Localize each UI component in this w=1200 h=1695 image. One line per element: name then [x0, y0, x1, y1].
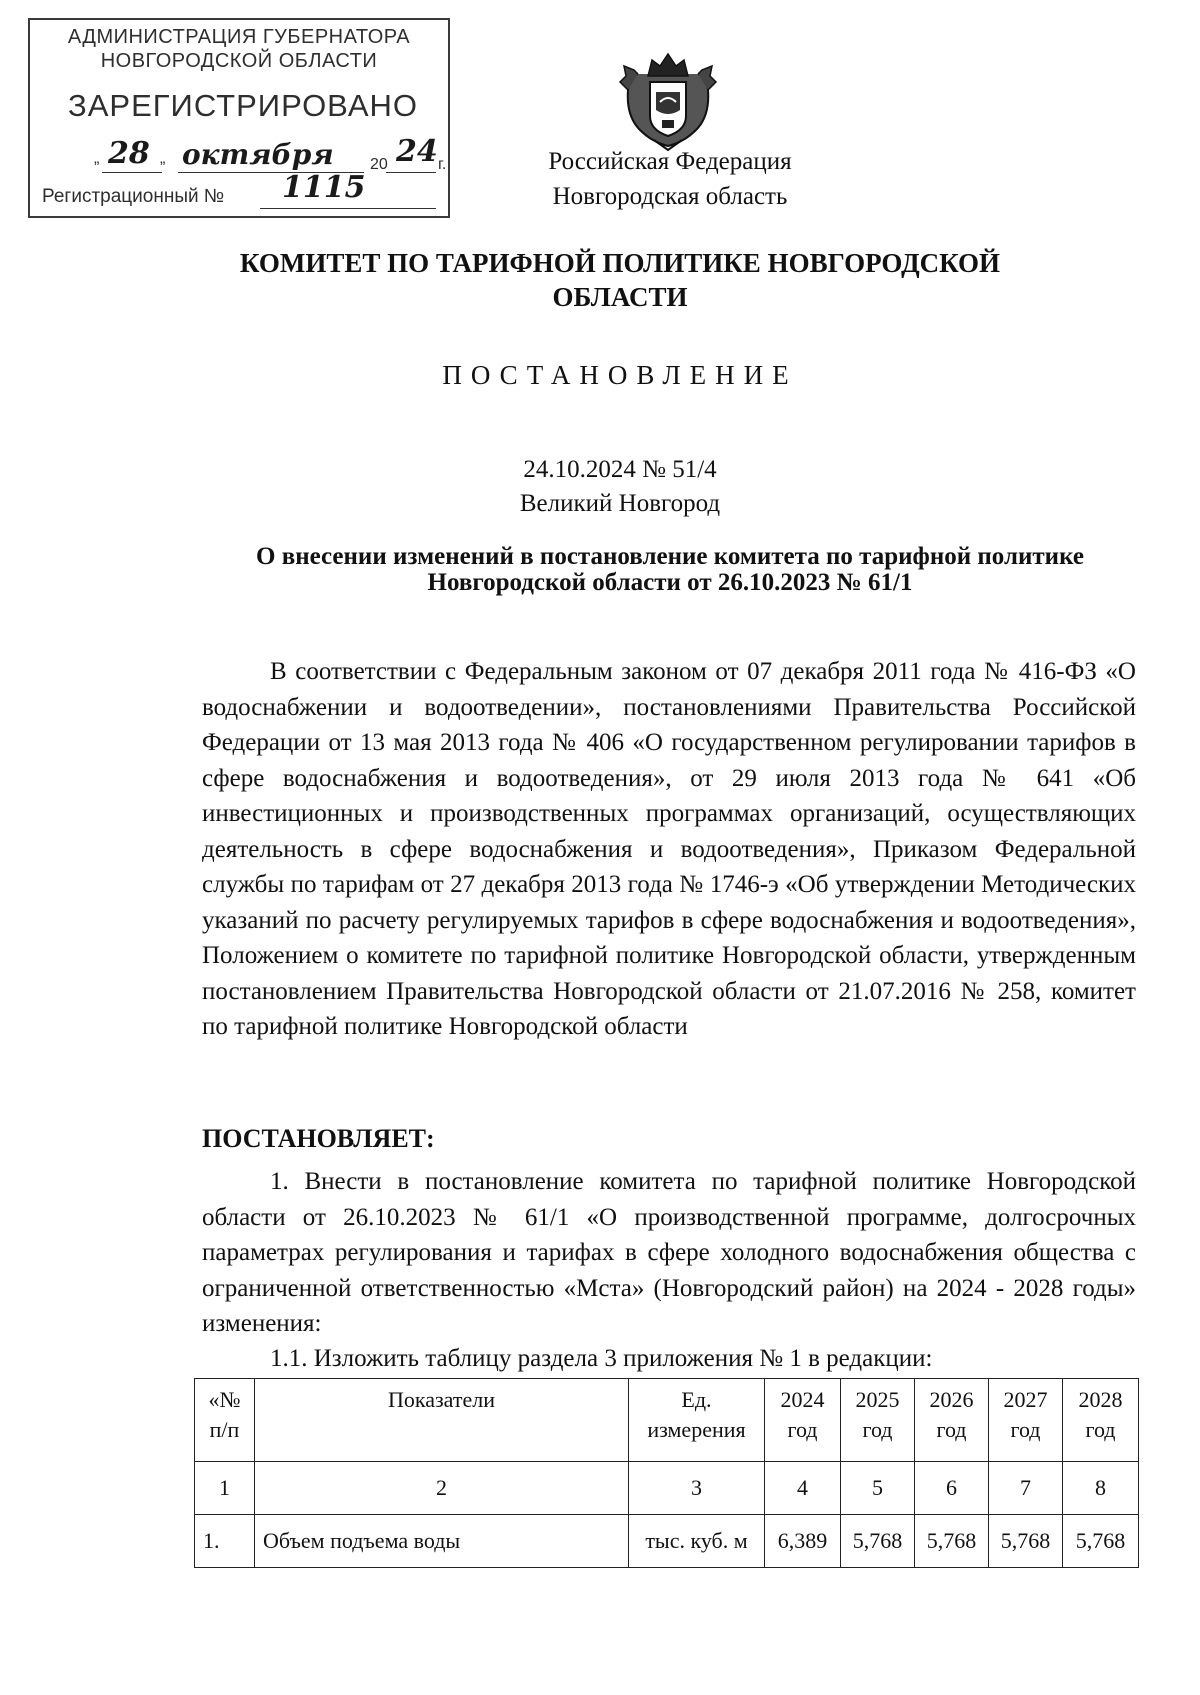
header-text: год: [787, 1417, 818, 1442]
preamble-paragraph: В соответствии с Федеральным законом от 07 декабря 2011 года № 416-ФЗ «О водоснабжении и водоотведении», постановлениями Правительства Российской Федерации от 13 мая 2013 года № 406 «О государственном регулировании тарифов в сфере водоснабжения и водоотведения», от 29 июля 2013 года № 641 «Об инвестиционных и производственных программах организаций, осуществляющих деятельность в сфере водоснабжения и водоотведения», Приказом Федеральной службы по тарифам от 27 декабря 2013 года № 1746-э «Об утверждении Методических указаний по расчету регулируемых тарифов в сфере водоснабжения и водоотведения», Положением о комитете по тарифной политике Новгородской области, утвержденным постановлением Правительства Новгородской области от 21.07.2016 № 258, комитет по тарифной политике Новгородской области: [202, 658, 1136, 1040]
stamp-date-day: 28: [108, 136, 150, 171]
header-text: 2024: [780, 1387, 825, 1412]
table-cell-unit: тыс. куб. м: [629, 1515, 765, 1568]
table-cell-value: 5,768: [841, 1515, 915, 1568]
stamp-year-hand: 24: [396, 134, 438, 169]
stamp-year-prefix: 20: [370, 156, 388, 173]
header-text: «№: [208, 1387, 241, 1412]
header-text: измерения: [647, 1417, 746, 1442]
decree-heading: ПОСТАНОВЛЯЕТ:: [202, 1124, 435, 1153]
stamp-underline: [260, 208, 436, 209]
table-cell-num: 1.: [195, 1515, 255, 1568]
header-text: Ед.: [681, 1387, 712, 1412]
stamp-quote-open: „: [94, 150, 100, 167]
stamp-date-line: [60, 136, 450, 180]
header-text: год: [1085, 1417, 1116, 1442]
stamp-registered: ЗАРЕГИСТРИРОВАНО: [68, 88, 419, 123]
document-type: ПОСТАНОВЛЕНИЕ: [442, 360, 798, 390]
header-text: п/п: [209, 1417, 240, 1442]
table-header-2024: [765, 1379, 841, 1462]
table-cell-indicator: Объем подъема воды: [255, 1515, 629, 1568]
table-header-2028: [1063, 1379, 1139, 1462]
header-text: 2026: [929, 1387, 974, 1412]
table-cell-value: 5,768: [989, 1515, 1063, 1568]
table-header-num: [195, 1379, 255, 1462]
item-1-paragraph: 1. Внести в постановление комитета по тарифной политике Новгородской области от 26.10.2023 № 61/1 «О производственной программе, долгосрочных параметрах регулирования и тарифах в сфере холодного водоснабжения общества с ограниченной ответственностью «Мста» (Новгородский район) на 2024 - 2028 годы» изменения:: [202, 1168, 1136, 1337]
header-text: 2028: [1078, 1387, 1123, 1412]
document-date-number: 24.10.2024 № 51/4: [523, 456, 717, 483]
table-cell: 2: [255, 1462, 629, 1515]
stamp-year-suffix: г.: [438, 156, 447, 173]
header-text: год: [936, 1417, 967, 1442]
header-country: Российская Федерация: [548, 148, 792, 175]
table-header-unit: [629, 1379, 765, 1462]
stamp-quote-close: „: [160, 150, 166, 167]
stamp-date-month: октября: [182, 138, 334, 171]
coat-of-arms-icon: [618, 46, 718, 156]
table-cell-value: 5,768: [915, 1515, 989, 1568]
stamp-underline: [102, 172, 162, 173]
document-city: Великий Новгород: [519, 490, 721, 517]
table-row: [195, 1515, 1139, 1568]
stamp-reg-number: 1115: [282, 170, 366, 205]
table-header-2025: [841, 1379, 915, 1462]
committee-title: КОМИТЕТ ПО ТАРИФНОЙ ПОЛИТИКЕ НОВГОРОДСКОЙ ОБЛАСТИ: [239, 248, 1001, 312]
stamp-underline: [386, 172, 436, 173]
table-cell-value: 6,389: [765, 1515, 841, 1568]
indicators-table: [194, 1378, 1139, 1568]
stamp-org-line2: НОВГОРОДСКОЙ ОБЛАСТИ: [100, 50, 378, 72]
table-header-2026: [915, 1379, 989, 1462]
table-header-2027: [989, 1379, 1063, 1462]
table-header-row: [195, 1379, 1139, 1462]
table-cell: 6: [915, 1462, 989, 1515]
stamp-reg-number-label: Регистрационный №: [42, 186, 225, 207]
table-column-number-row: [195, 1462, 1139, 1515]
stamp-org-line1: АДМИНИСТРАЦИЯ ГУБЕРНАТОРА: [67, 26, 411, 48]
table-cell: 3: [629, 1462, 765, 1515]
document-subject: О внесении изменений в постановление комитета по тарифной политике Новгородской области от 26.10.2023 № 61/1: [256, 543, 1084, 596]
header-text: 2027: [1003, 1387, 1048, 1412]
item-1-1-paragraph: 1.1. Изложить таблицу раздела 3 приложения № 1 в редакции:: [270, 1345, 933, 1372]
table-cell: 1: [195, 1462, 255, 1515]
table-header-indicator: Показатели: [255, 1379, 629, 1462]
header-text: 2025: [855, 1387, 900, 1412]
header-text: год: [1010, 1417, 1041, 1442]
table-cell: 7: [989, 1462, 1063, 1515]
registration-stamp: [28, 18, 450, 218]
table-cell: 8: [1063, 1462, 1139, 1515]
table-cell: 4: [765, 1462, 841, 1515]
table-cell: 5: [841, 1462, 915, 1515]
table-cell-value: 5,768: [1063, 1515, 1139, 1568]
header-text: год: [862, 1417, 893, 1442]
header-region: Новгородская область: [552, 183, 788, 210]
